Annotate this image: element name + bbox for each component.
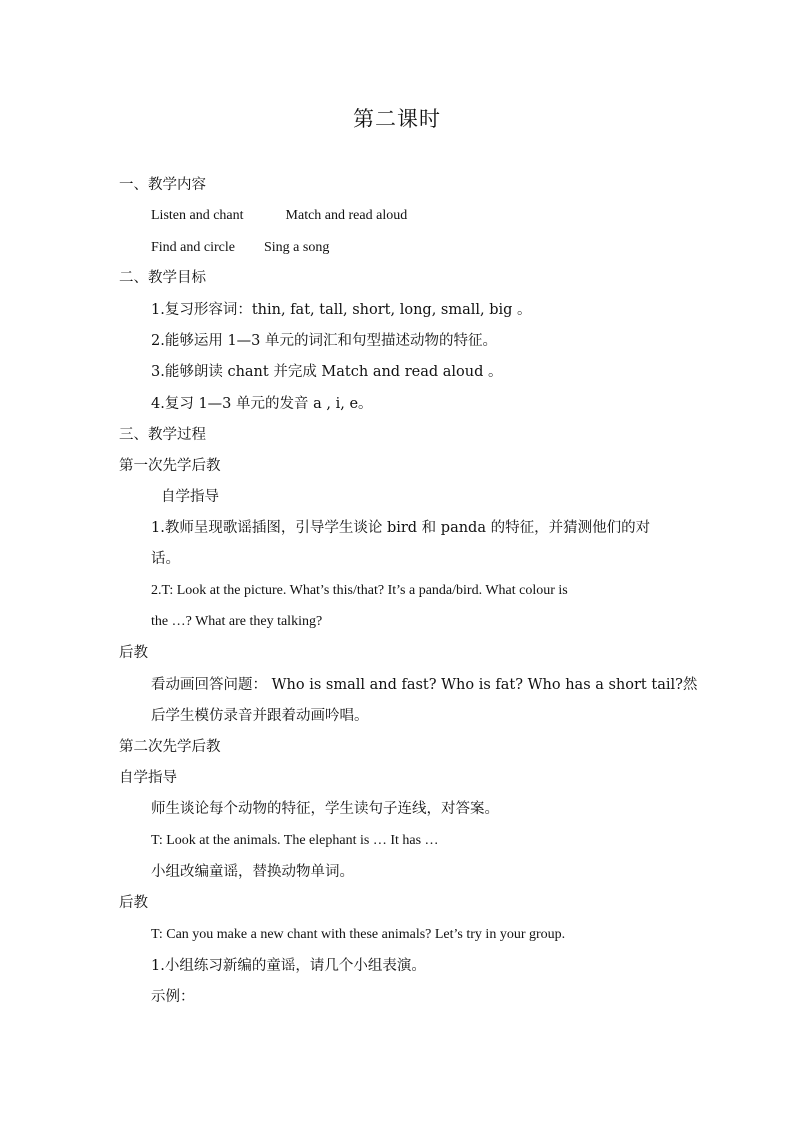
- goal-item-3: 3.能够朗读 chant 并完成 Match and read aloud 。: [151, 364, 503, 380]
- goal-item-1: 1.复习形容词：thin, fat, tall, short, long, small, big 。: [151, 302, 532, 318]
- content-item-find-circle: Find and circle: [151, 240, 235, 255]
- process-paragraph-5: T: Look at the animals. The elephant is … It has …: [151, 833, 439, 848]
- example-label: 示例：: [151, 989, 195, 1005]
- page-title: 第二课时: [353, 107, 441, 131]
- self-study-heading: 自学指导: [161, 489, 219, 505]
- content-line-2: [151, 238, 329, 258]
- section-heading-content: 一、教学内容: [119, 177, 206, 193]
- teach-after-heading: 后教: [119, 645, 148, 661]
- process-paragraph-7: T: Can you make a new chant with these animals? Let’s try in your group.: [151, 927, 566, 942]
- teach-after-heading-2: 后教: [119, 895, 148, 911]
- process-paragraph-4: 师生谈论每个动物的特征，学生读句子连线，对答案。: [151, 801, 499, 817]
- process-paragraph-1b: 话。: [151, 551, 180, 567]
- section-heading-process: 三、教学过程: [119, 427, 206, 443]
- process-paragraph-2a: 2.T: Look at the picture. What’s this/that? It’s a panda/bird. What colour is: [151, 583, 568, 598]
- process-paragraph-6: 小组改编童谣，替换动物单词。: [151, 864, 354, 880]
- content-item-match-read: Match and read aloud: [285, 208, 408, 223]
- content-line-1: [151, 206, 407, 226]
- process-paragraph-1a: 1.教师呈现歌谣插图，引导学生谈论 bird 和 panda 的特征，并猜测他们的对: [151, 520, 651, 536]
- round-1-heading: 第一次先学后教: [119, 458, 221, 474]
- goal-item-4: 4.复习 1—3 单元的发音 a , i, e。: [151, 396, 373, 412]
- self-study-heading-2: 自学指导: [119, 770, 177, 786]
- round-2-heading: 第二次先学后教: [119, 739, 221, 755]
- goal-item-2: 2.能够运用 1—3 单元的词汇和句型描述动物的特征。: [151, 333, 498, 349]
- content-item-listen-chant: Listen and chant: [151, 208, 244, 223]
- process-paragraph-3a: 看动画回答问题： Who is small and fast? Who is fat? Who has a short tail?然: [151, 677, 698, 693]
- process-paragraph-8: 1.小组练习新编的童谣，请几个小组表演。: [151, 958, 426, 974]
- process-paragraph-3b: 后学生模仿录音并跟着动画吟唱。: [151, 708, 369, 724]
- section-heading-goals: 二、教学目标: [119, 270, 206, 286]
- process-paragraph-2b: the …? What are they talking?: [151, 614, 323, 629]
- content-item-sing-song: Sing a song: [263, 240, 330, 255]
